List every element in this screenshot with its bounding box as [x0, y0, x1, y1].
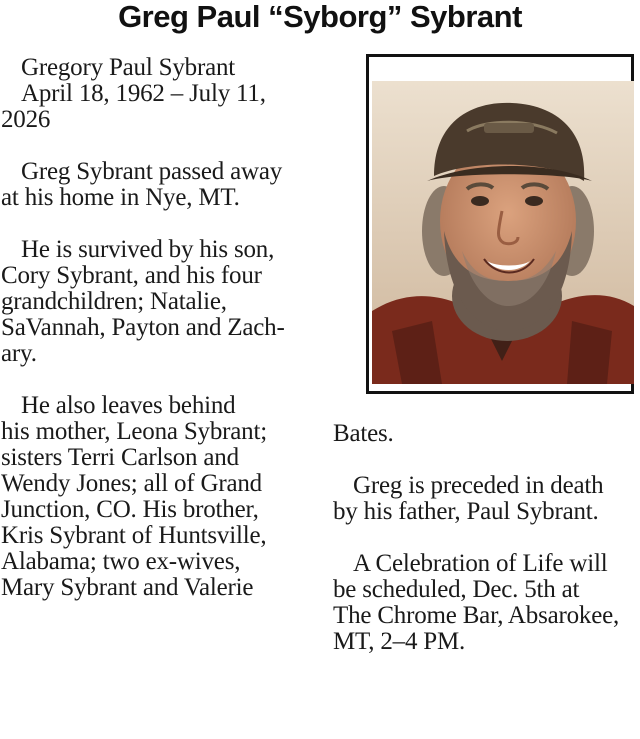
- text-line: A Celebration of Life will: [353, 550, 608, 577]
- text-line: Cory Sybrant, and his four: [1, 262, 262, 289]
- text-line: Greg is preceded in death: [353, 472, 604, 499]
- text-line: be scheduled, Dec. 5th at: [333, 576, 580, 603]
- text-line: Kris Sybrant of Huntsville,: [1, 522, 267, 549]
- text-line: The Chrome Bar, Absarokee,: [333, 602, 620, 629]
- text-line: He is survived by his son,: [21, 236, 275, 263]
- text-line: his mother, Leona Sybrant;: [1, 418, 267, 445]
- celebration-paragraph: [333, 551, 638, 655]
- text-line: Mary Sybrant and Valerie: [1, 574, 254, 601]
- text-line: April 18, 1962 – July 11,: [21, 80, 266, 107]
- text-line: ary.: [1, 340, 37, 367]
- text-line: Junction, CO. His brother,: [1, 496, 259, 523]
- text-line: sisters Terri Carlson and: [1, 444, 239, 471]
- portrait-frame: [366, 54, 634, 394]
- continuation-paragraph: [333, 421, 638, 447]
- portrait-photo-icon: [372, 81, 634, 384]
- text-line: Alabama; two ex-wives,: [1, 548, 241, 575]
- text-line: at his home in Nye, MT.: [1, 184, 240, 211]
- text-line: grandchildren; Natalie,: [1, 288, 227, 315]
- left-column: [1, 55, 306, 627]
- text-line: He also leaves behind: [21, 392, 236, 419]
- text-line: MT, 2–4 PM.: [333, 628, 466, 655]
- passing-paragraph: [1, 159, 306, 211]
- text-line: by his father, Paul Sybrant.: [333, 498, 599, 525]
- text-line: Greg Sybrant passed away: [21, 158, 283, 185]
- name-dates-paragraph: [1, 55, 306, 133]
- family-paragraph: [1, 393, 306, 601]
- survived-paragraph: [1, 237, 306, 367]
- text-line: Gregory Paul Sybrant: [21, 54, 236, 81]
- right-column: [333, 421, 638, 681]
- text-line: Bates.: [333, 420, 394, 447]
- text-line: Wendy Jones; all of Grand: [1, 470, 262, 497]
- obituary-title: Greg Paul “Syborg” Sybrant: [118, 0, 522, 34]
- preceded-paragraph: [333, 473, 638, 525]
- text-line: 2026: [1, 106, 51, 133]
- text-line: SaVannah, Payton and Zach-: [1, 314, 285, 341]
